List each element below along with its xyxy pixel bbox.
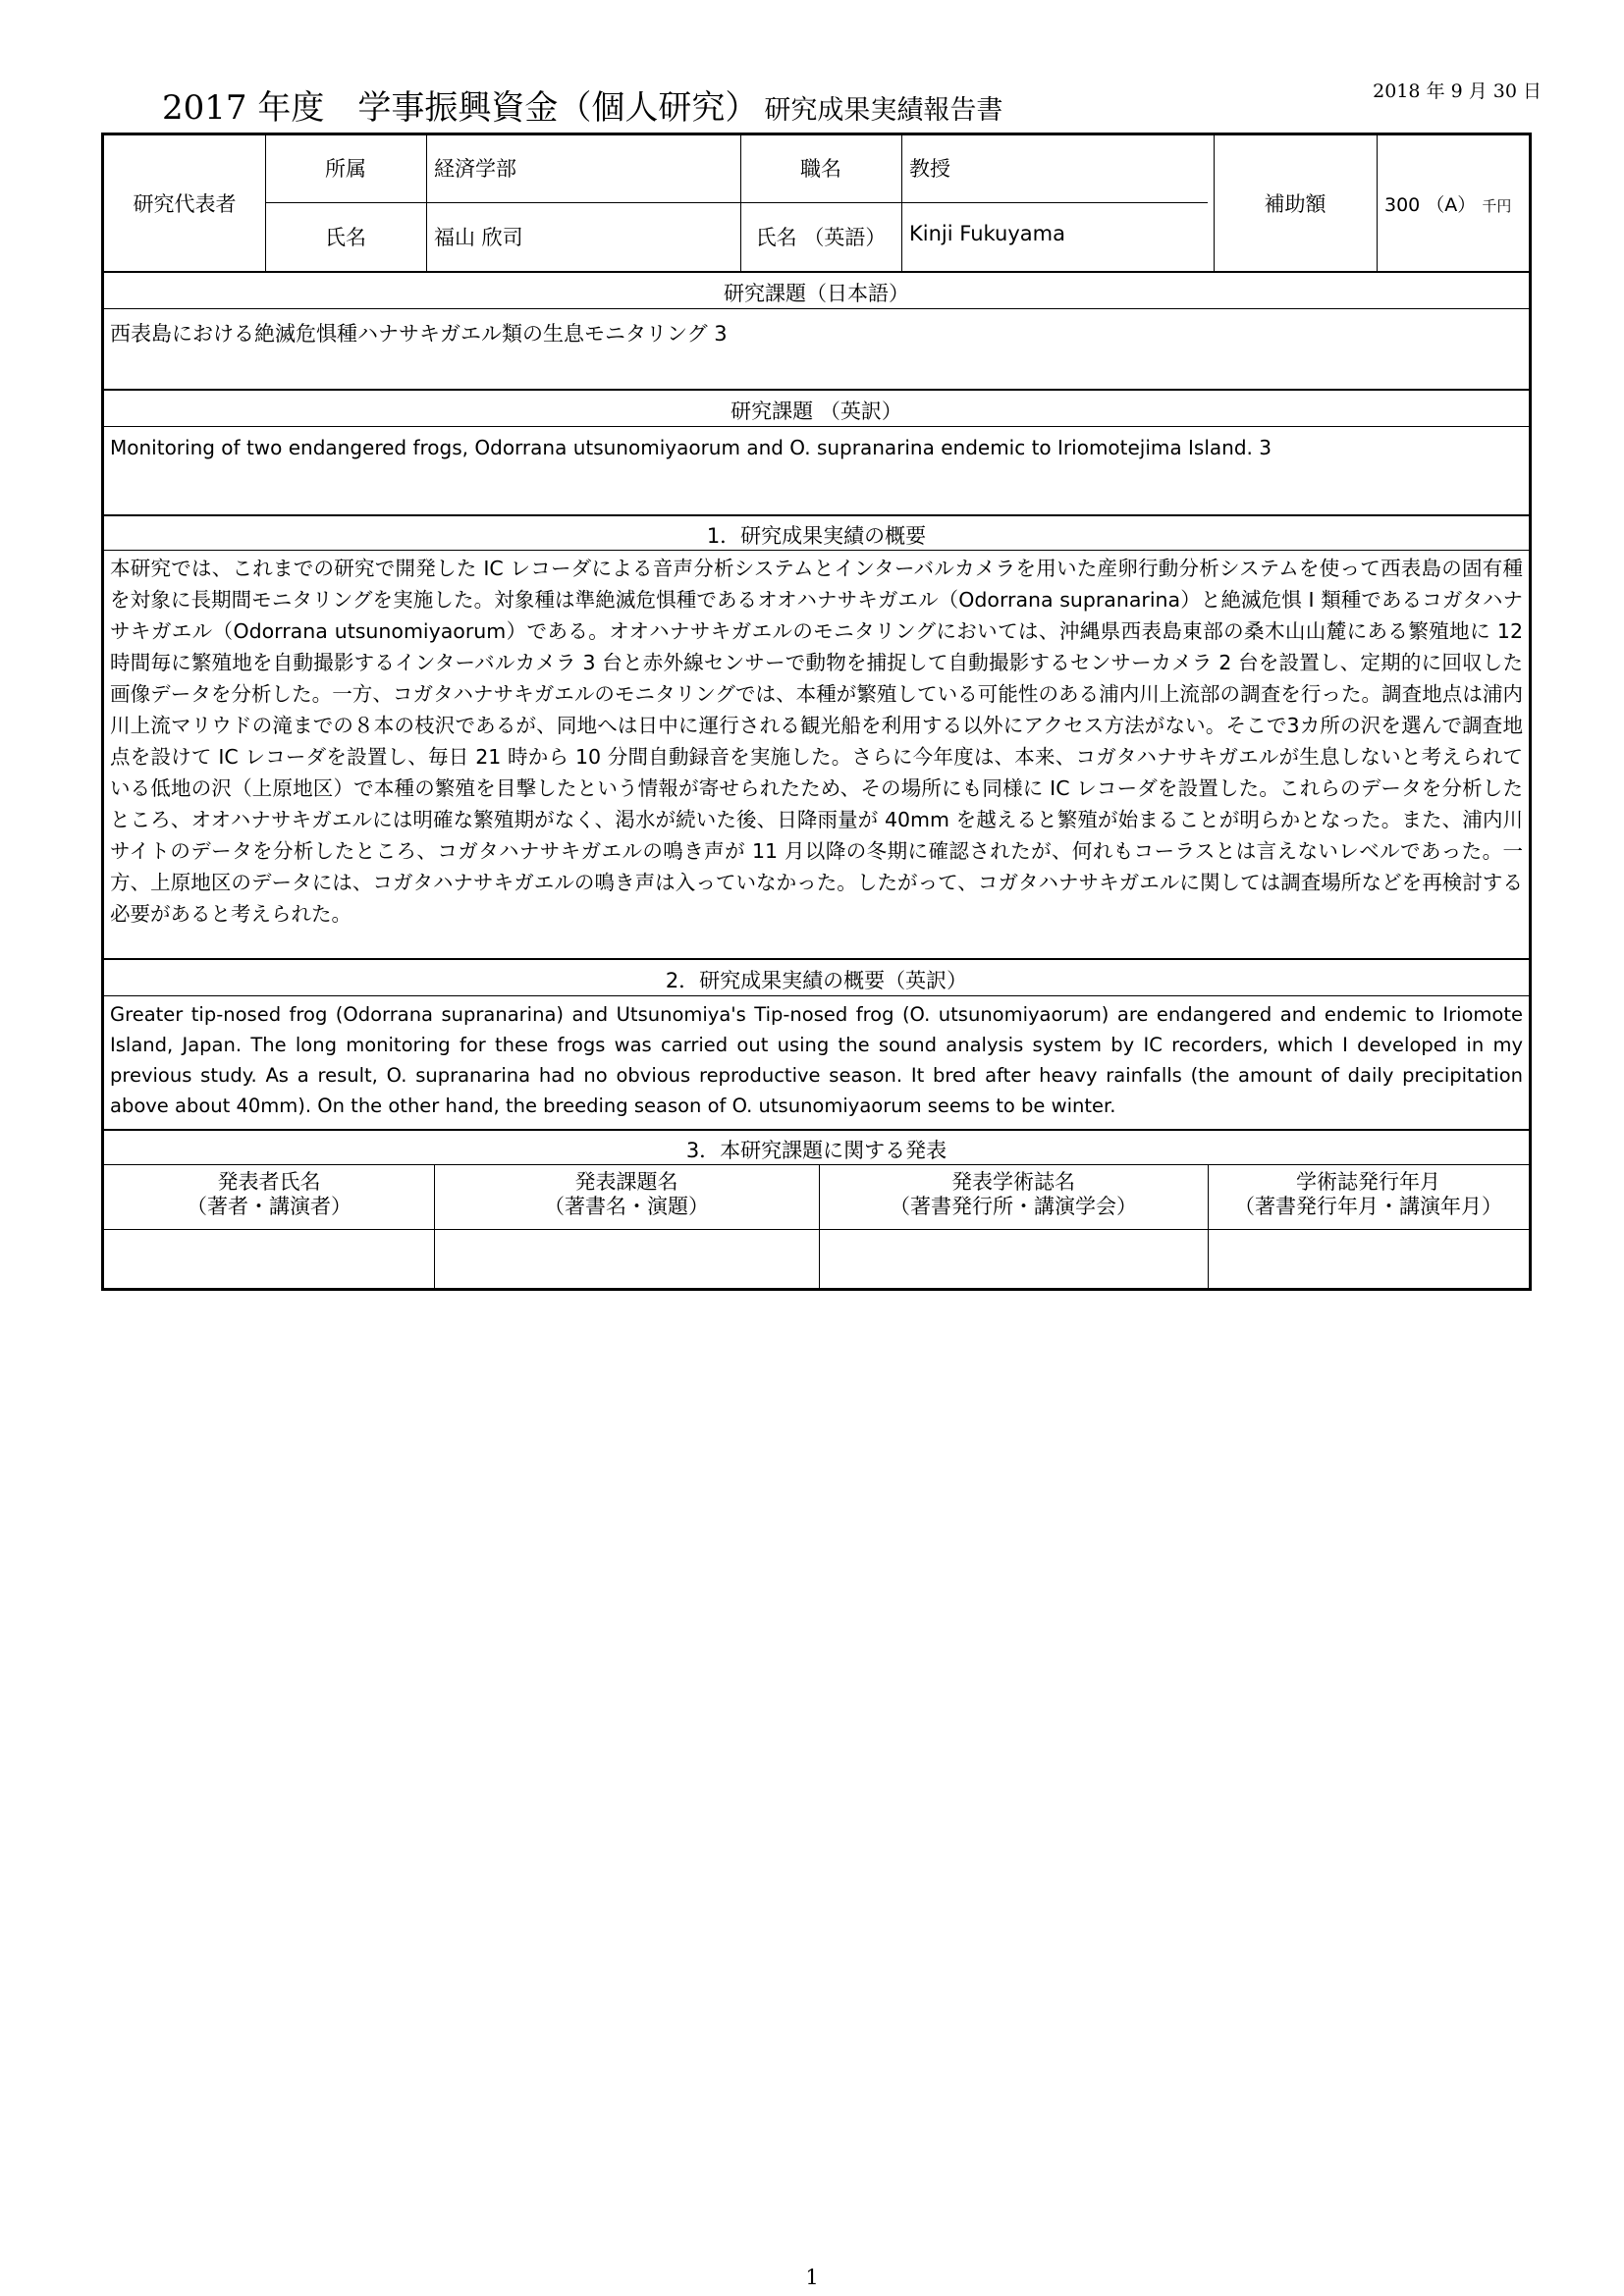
column-title: 発表学術誌名 bbox=[951, 1170, 1075, 1194]
summary-en-text: Greater tip-nosed frog (Odorrana supranarina) and Utsunomiya's Tip-nosed frog (O. utsunomiyaorum) are endangered and endemic to Iriomote Island, Japan. The long monitoring for these frogs was carried out using the sound analysis system by IC recorders, which I developed in my previous study. As a result, O. supranarina had no obvious reproductive season. It bred after heavy rainfalls (the amount of daily precipitation above about 40mm). On the other hand, the breeding season of O. utsunomiyaorum seems to be winter. bbox=[110, 1003, 1523, 1117]
divider bbox=[1377, 135, 1378, 271]
divider bbox=[901, 135, 902, 271]
divider bbox=[265, 202, 1208, 203]
publication-column-author bbox=[104, 1170, 434, 1219]
name-en-value: Kinji Fukuyama bbox=[909, 222, 1065, 245]
divider bbox=[104, 1229, 1529, 1230]
grant-value: 300 （A） bbox=[1384, 194, 1477, 216]
report-title-sub: 研究成果実績報告書 bbox=[764, 95, 1003, 126]
report-date: 2018 年 9 月 30 日 bbox=[1373, 80, 1542, 102]
divider bbox=[104, 1164, 1529, 1165]
publication-column-journal bbox=[819, 1170, 1208, 1219]
affiliation-value: 経済学部 bbox=[434, 157, 516, 181]
topic-ja-heading: 研究課題（日本語） bbox=[724, 282, 909, 305]
divider bbox=[104, 514, 1529, 516]
column-title: 学術誌発行年月 bbox=[1296, 1170, 1440, 1194]
report-title bbox=[162, 80, 1002, 129]
summary-en-heading: 2．研究成果実績の概要（英訳） bbox=[665, 969, 968, 992]
summary-ja-heading: 1．研究成果実績の概要 bbox=[706, 524, 927, 548]
divider bbox=[104, 1129, 1529, 1131]
name-label: 氏名 bbox=[325, 226, 366, 249]
column-subtitle: （著書発行年月・講演年月） bbox=[1234, 1195, 1502, 1218]
representative-label: 研究代表者 bbox=[133, 192, 237, 216]
position-label: 職名 bbox=[800, 157, 841, 181]
divider bbox=[104, 995, 1529, 996]
column-title: 発表課題名 bbox=[574, 1170, 678, 1194]
column-title: 発表者氏名 bbox=[217, 1170, 321, 1194]
column-subtitle: （著書名・演題） bbox=[544, 1195, 709, 1218]
divider bbox=[104, 271, 1529, 273]
column-subtitle: （著書発行所・講演学会） bbox=[890, 1195, 1137, 1218]
divider bbox=[104, 426, 1529, 427]
publications-heading: 3．本研究課題に関する発表 bbox=[685, 1139, 947, 1162]
name-value: 福山 欣司 bbox=[434, 226, 523, 249]
divider bbox=[426, 135, 427, 271]
summary-ja-text: 本研究では、これまでの研究で開発した IC レコーダによる音声分析システムとインターバルカメラを用いた産卵行動分析システムを使って西表島の固有種を対象に長期間モニタリングを実施した。対象種は準絶滅危惧種であるオオハナサキガエル（Odorrana supranarina）と絶滅危惧 I 類種であるコガタハナサキガエル（Odorrana utsunomiyaorum）である。オオハナサキガエルのモニタリングにおいては、沖縄県西表島東部の桑木山山麓にある繁殖地に 12 時間毎に繁殖地を自動撮影するインターバルカメラ 3 台と赤外線センサーで動物を捕捉して自動撮影するセンサーカメラ 2 台を設置し、定期的に回収した画像データを分析した。一方、コガタハナサキガエルのモニタリングでは、本種が繁殖している可能性のある浦内川上流部の調査を行った。調査地点は浦内川上流マリウドの滝までの８本の枝沢であるが、同地へは日中に運行される観光船を利用する以外にアクセス方法がない。そこで3カ所の沢を選んで調査地点を設けて IC レコーダを設置し、毎日 21 時から 10 分間自動録音を実施した。さらに今年度は、本来、コガタハナサキガエルが生息しないと考えられている低地の沢（上原地区）で本種の繁殖を目撃したという情報が寄せられたため、その場所にも同様に IC レコーダを設置した。これらのデータを分析したところ、オオハナサキガエルには明確な繁殖期がなく、渇水が続いた後、日降雨量が 40mm を越えると繁殖が始まることが明らかとなった。また、浦内川サイトのデータを分析したところ、コガタハナサキガエルの鳴き声が 11 月以降の冬期に確認されたが、何れもコーラスとは言えないレベルであった。一方、上原地区のデータには、コガタハナサキガエルの鳴き声は入っていなかった。したがって、コガタハナサキガエルに関しては調査場所などを再検討する必要があると考えられた。 bbox=[110, 557, 1523, 926]
divider bbox=[104, 308, 1529, 309]
divider bbox=[104, 550, 1529, 551]
divider bbox=[104, 389, 1529, 391]
column-subtitle: （著者・講演者） bbox=[187, 1195, 352, 1218]
topic-en-heading: 研究課題 （英訳） bbox=[731, 400, 902, 423]
divider bbox=[104, 958, 1529, 960]
publication-column-date bbox=[1208, 1170, 1529, 1219]
page-number: 1 bbox=[805, 2266, 819, 2289]
topic-en-text: Monitoring of two endangered frogs, Odorrana utsunomiyaorum and O. supranarina endemic to Iriomotejima Island. 3 bbox=[110, 436, 1272, 459]
position-value: 教授 bbox=[909, 157, 950, 181]
publication-column-title bbox=[434, 1170, 819, 1219]
report-title-main: 2017 年度 学事振興資金（個人研究） bbox=[162, 88, 759, 128]
grant-amount bbox=[1384, 190, 1511, 217]
report-form bbox=[101, 133, 1532, 1291]
affiliation-label: 所属 bbox=[325, 157, 366, 181]
grant-unit: 千円 bbox=[1482, 197, 1512, 215]
topic-ja-text: 西表島における絶滅危惧種ハナサキガエル類の生息モニタリング 3 bbox=[110, 322, 728, 346]
grant-label: 補助額 bbox=[1264, 192, 1326, 216]
name-en-label: 氏名 （英語） bbox=[755, 226, 887, 249]
